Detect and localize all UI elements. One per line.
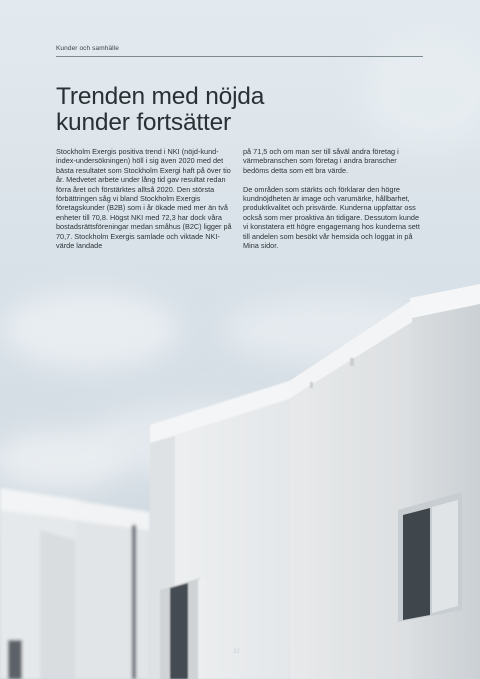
header-divider [56, 56, 423, 57]
body-column-right [243, 147, 423, 260]
page-title [56, 84, 356, 136]
page-number: 32 [233, 649, 240, 655]
body-paragraph: på 71,5 och om man ser till såväl andra företag i värmebranschen som företag i andra branscher bedöms detta som ett bra värde. [243, 147, 399, 175]
section-label: Kunder och samhälle [56, 45, 119, 52]
page-title-line: kunder fortsätter [56, 109, 231, 136]
body-column-left [56, 147, 236, 260]
body-paragraph: De områden som stärkts och förklarar den högre kundnöjdheten är image och varumärke, hållbarhet, produktkvalitet och prisvärde. Kunderna uppfattar oss också som mer proaktiva än tidigare. Dessutom kunde vi konstatera ett högre engagemang hos kunderna sett till andelen som besökt vår hemsida och loggat in på Mina sidor. [243, 184, 420, 251]
body-paragraph: Stockholm Exergis positiva trend i NKI (nöjd-kund-index-undersökningen) höll i sig även 2020 med det bästa resultatet som Stockholm Exergi haft på över tio år. Medvetet arbete under lång tid gav resultat redan förra året och förstärktes alltså 2020. Den största förbättringen såg vi bland Stockholm Exergis företagskunder (B2B) som i år ökade med mer än två enheter till 70,8. Högst NKI med 72,3 har dock våra bostadsrättsföreningar medan småhus (B2C) ligger på 70,7. Stockholm Exergis samlade och viktade NKI-värde landade [56, 147, 232, 251]
page-title-line: Trenden med nöjda [56, 83, 265, 110]
